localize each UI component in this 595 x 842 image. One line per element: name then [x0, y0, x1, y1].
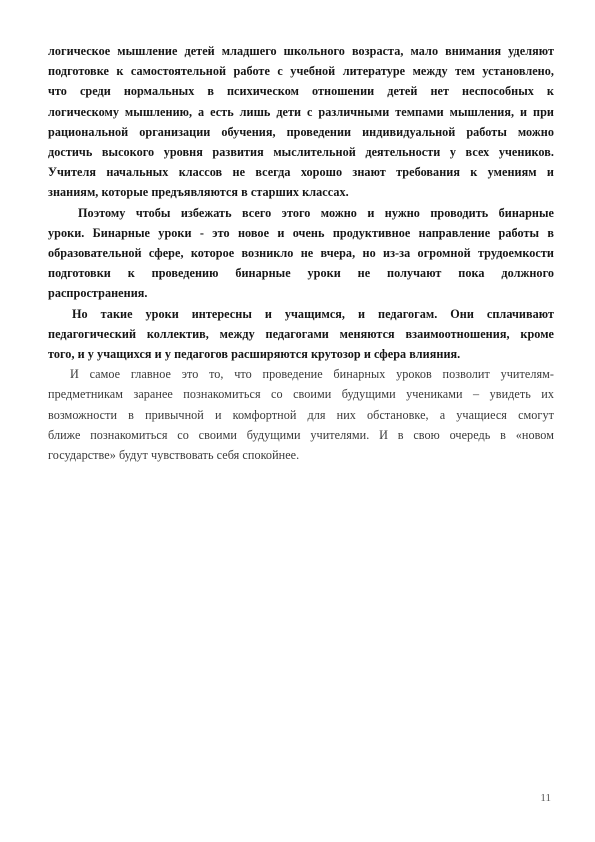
text-line: что среди нормальных в психическом отношении детей нет неспособных к	[48, 84, 554, 99]
text-line: логическому мышлению, а есть лишь дети с различными темпами мышления, и при	[48, 104, 554, 119]
text-line: государстве» будут чувствовать себя спокойнее.	[48, 448, 300, 463]
text-line: ближе познакомиться со своими будущими учителями. И в свою очередь в «новом	[48, 427, 554, 442]
text-line: уроки. Бинарные уроки - это новое и очень продуктивное направление работы в	[48, 225, 554, 240]
text-line: рациональной организации обучения, проведении индивидуальной работы можно	[48, 124, 554, 139]
text-line: образовательной сфере, которое возникло не вчера, но из-за огромной трудоемкости	[48, 246, 554, 261]
paragraph-4	[48, 364, 554, 465]
paragraph-2	[48, 203, 554, 304]
text-line: И самое главное это то, что проведение бинарных уроков позволит учителям-	[70, 367, 554, 382]
text-line: Но такие уроки интересны и учащимся, и педагогам. Они сплачивают	[72, 306, 554, 321]
text-line: Учителя начальных классов не всегда хорошо знают требования к умениям и	[48, 165, 554, 180]
text-line: того, и у учащихся и у педагогов расширяются крутозор и сфера влияния.	[48, 347, 461, 362]
body-text	[48, 41, 554, 465]
text-line: знаниям, которые предъявляются в старших классах.	[48, 185, 349, 200]
page-number: 11	[540, 792, 551, 804]
paragraph-3	[48, 304, 554, 365]
text-line: распространения.	[48, 286, 148, 301]
text-line: подготовки к проведению бинарные уроки не получают пока должного	[48, 266, 554, 281]
text-line: предметникам заранее познакомиться со своими будущими учениками – увидеть их	[48, 387, 554, 402]
paragraph-1	[48, 41, 554, 203]
text-line: педагогический коллектив, между педагогами меняются взаимоотношения, кроме	[48, 326, 554, 341]
text-line: достичь высокого уровня развития мыслительной деятельности у всех учеников.	[48, 145, 554, 160]
text-line: возможности в привычной и комфортной для них обстановке, а учащиеся смогут	[48, 407, 554, 422]
text-line: подготовке к самостоятельной работе с учебной литературе между тем установлено,	[48, 64, 554, 79]
text-line: логическое мышление детей младшего школьного возраста, мало внимания уделяют	[48, 44, 554, 58]
text-line: Поэтому чтобы избежать всего этого можно и нужно проводить бинарные	[78, 205, 554, 220]
